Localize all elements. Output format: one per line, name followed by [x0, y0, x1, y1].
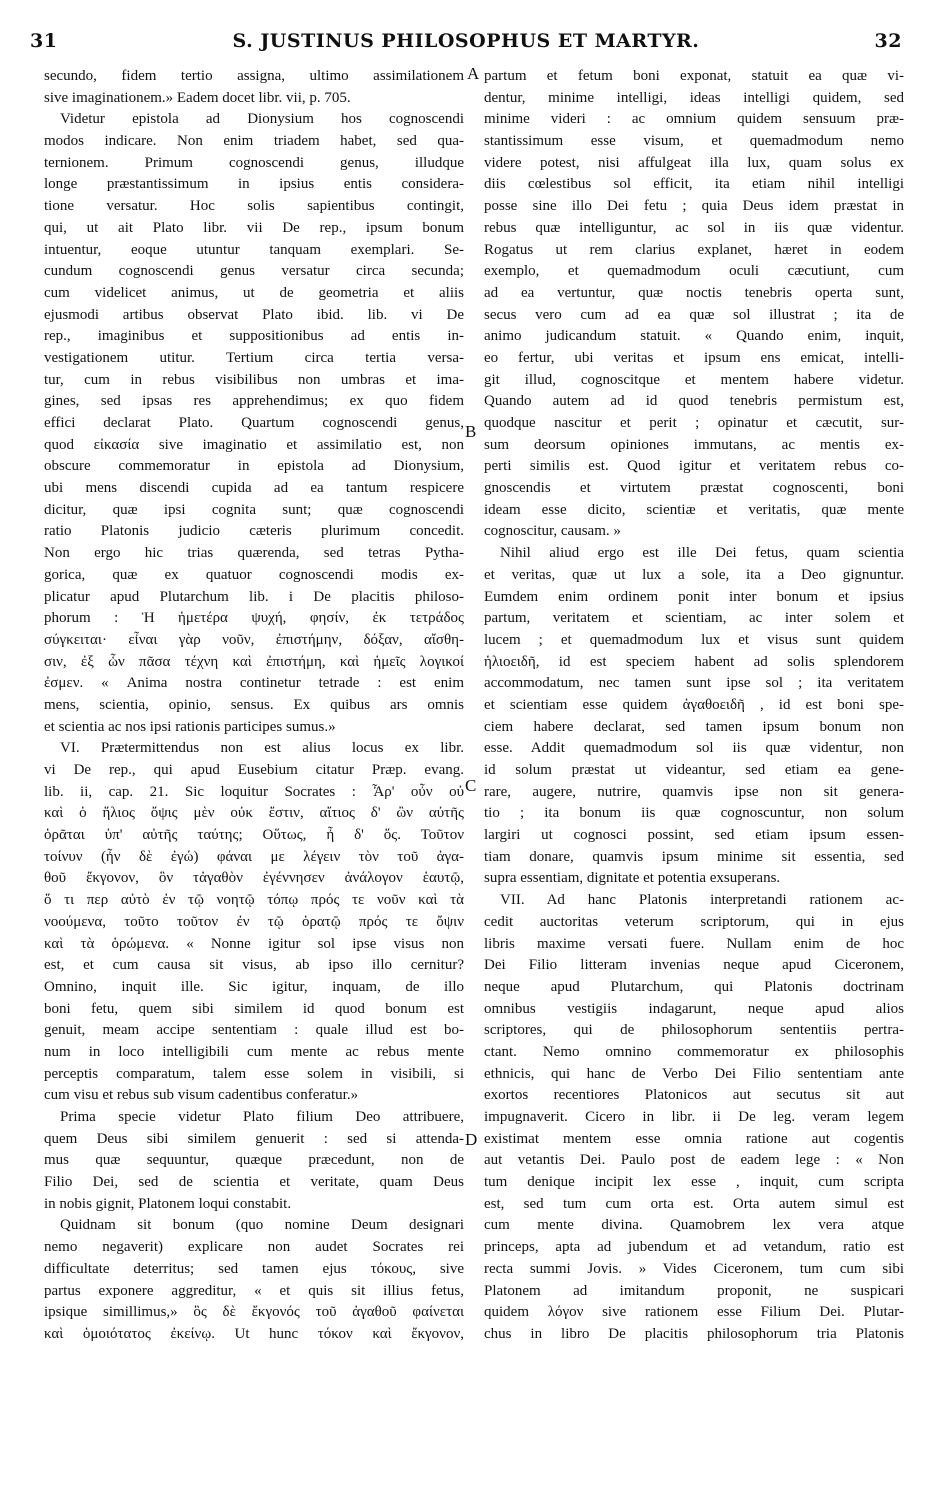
text-line: qui, ut ait Plato libr. vii De rep., ipsum bonum	[44, 219, 464, 236]
text-line: obscure commemoratur in epistola ad Dionysium,	[44, 458, 464, 475]
text-line: perceptis comparatum, talem esse solem in visibili, si	[44, 1065, 464, 1082]
text-line: Dei Filio litteram invenias neque apud Ciceronem,	[484, 957, 904, 974]
text-line: dentur, minime intelligi, ideas intelligi quidem, sed	[484, 89, 904, 106]
text-line: intuentur, eoque utuntur tanquam exemplari. Se-	[44, 241, 464, 258]
text-line: gorica, quæ ex quatuor cognoscendi modis ex-	[44, 566, 464, 583]
text-line: git illud, cognoscitque et mentem habere videtur.	[484, 371, 904, 388]
text-line: est, et cum causa sit visus, ab ipso illo cernitur?	[44, 957, 464, 974]
text-line: neque apud Plutarchum, qui Platonis doctrinam	[484, 978, 904, 995]
text-line: partum, veritatem et scientiam, ac inter solem et	[484, 610, 904, 627]
text-line: σύγκειται· εἶναι γὰρ νοῦν, ἐπιστήμην, δόξαν, αἴσθη-	[44, 631, 464, 648]
text-line: sum deorsum opiniones immutans, ac mentis ex-	[484, 436, 904, 453]
text-line: Platonem ad imitandum proponit, ne suspicari	[484, 1282, 904, 1299]
text-line: Non ergo hic trias quærenda, sed tetras Pytha-	[44, 545, 464, 562]
text-line: σιν, ἐξ ὧν πᾶσα τέχνη καὶ ἐπιστήμη, καὶ ἡμεῖς λογικοί	[44, 653, 464, 670]
text-line: nemo negaverit) explicare non audet Socrates rei	[44, 1239, 464, 1256]
text-line: posse sine illo Dei fetu ; quia Deus idem præstat in	[484, 198, 904, 215]
text-line: cum videlicet animus, ut de geometria et aliis	[44, 284, 464, 301]
text-line: minime videri : ac omnium quidem sensuum præ-	[484, 111, 904, 128]
text-line: libris maxime versati fuere. Nullam enim de hoc	[484, 935, 904, 952]
text-line: impugnaverit. Cicero in libr. ii De leg. veram legem	[484, 1109, 904, 1125]
text-line: exortos recentiores Platonicos aut secutus sit aut	[484, 1087, 904, 1104]
text-line: effici declarat Plato. Quartum cognoscendi genus,	[44, 415, 464, 431]
text-line: ideam esse dicito, scientiæ et veritatis, quæ mente	[484, 501, 904, 518]
text-line: supra essentiam, dignitate et potentia exsuperans.	[484, 870, 781, 887]
text-line: tiam donare, quamvis ipsum minime sit essentia, sed	[484, 848, 904, 865]
text-line: scriptores, qui de philosophorum sententiis pertra-	[484, 1022, 904, 1039]
text-line: tum denique incipit lex esse , inquit, cum scripta	[484, 1174, 904, 1191]
text-line: et scientia ac nos ipsi rationis participes sumus.»	[44, 718, 336, 735]
text-line: ethnicis, qui hanc de Verbo Dei Filio sententiam ante	[484, 1065, 904, 1082]
text-line: largiri ut cognosci possint, sed etiam ipsum essen-	[484, 827, 904, 844]
text-line: esse. Addit quemadmodum sol iis quæ videntur, non	[484, 740, 904, 757]
text-line: gnoscendis et virtutem præstat cognoscenti, boni	[484, 480, 904, 497]
text-line: cundum cognoscendi genus versatur circa secunda;	[44, 263, 464, 280]
text-line: cognoscitur, causam. »	[484, 523, 621, 540]
text-line: ipsique simillimus,» ὃς δὲ ἔκγονός τοῦ ἀγαθοῦ φαίνεται	[44, 1304, 464, 1321]
text-line: videre potest, nisi affulgeat illa lux, quam solus ex	[484, 154, 904, 171]
text-line: Quando autem ad id quod tenebris permistum est,	[484, 393, 904, 410]
text-line: accommodatum, nec tamen sunt ipse sol ; ita veritatem	[484, 675, 904, 692]
text-line: difficultate deterritus; sed tamen ejus τόκους, sive	[44, 1260, 464, 1277]
text-line: καὶ τὰ ὁρώμενα. « Nonne igitur sol ipse visus non	[44, 935, 464, 952]
section-marker-a: A	[467, 64, 480, 83]
text-line: dicitur, quæ ipsi cognita sunt; quæ cognoscendi	[44, 501, 464, 518]
text-line: phorum : Ἡ ἡμετέρα ψυχή, φησίν, ἐκ τετράδος	[44, 610, 464, 627]
text-line: Videtur epistola ad Dionysium hos cognoscendi	[60, 111, 464, 128]
text-line: plicatur apud Plutarchum lib. i De placitis philoso-	[44, 588, 464, 605]
page-number-left: 31	[30, 30, 58, 52]
text-line: cum visu et rebus sub visum cadentibus conferatur.»	[44, 1087, 359, 1104]
running-header	[30, 30, 902, 60]
text-line: VI. Prætermittendus non est alius locus ex libr.	[60, 740, 464, 757]
text-line: mens, scientia, opinio, sensus. Ex quibus ars omnis	[44, 696, 464, 713]
text-line: quidem λόγον sive rationem esse Filium Dei. Plutar-	[484, 1304, 904, 1321]
text-line: chus in libro De placitis philosophorum tria Platonis	[484, 1325, 904, 1342]
text-line: animo judicandum statuit. « Quando enim, inquit,	[484, 328, 904, 345]
text-line: Prima specie videtur Plato filium Deo attribuere,	[60, 1109, 464, 1125]
text-line: partum et fetum boni exponat, statuit ea quæ vi-	[484, 68, 904, 84]
text-line: et veritas, quæ ut lux a sole, ita a Deo gignuntur.	[484, 566, 904, 583]
text-line: et scientiam esse quidem ἀγαθοειδῆ , id est boni spe-	[484, 696, 904, 713]
text-line: Nihil aliud ergo est ille Dei fetus, quam scientia	[500, 545, 904, 562]
text-line: θοῦ ἔκγονον, ὃν τἀγαθὸν ἐγέννησεν ἀνάλογον ἑαυτῷ,	[44, 870, 464, 887]
text-line: lib. ii, cap. 21. Sic loquitur Socrates : Ἆρ' οὖν οὐ	[44, 783, 464, 800]
text-line: est, sed tum cum orta est. Orta autem simul est	[484, 1195, 904, 1212]
text-line: tur, cum in rebus visibilibus non umbras et ima-	[44, 371, 464, 388]
left-column	[44, 66, 464, 1346]
text-line: modos indicare. Non enim triadem habet, sed qua-	[44, 133, 464, 150]
text-line: Eumdem enim ordinem ponit inter bonum et ipsius	[484, 588, 904, 605]
text-line: ejusmodi artibus observat Plato ibid. lib. vi De	[44, 306, 464, 323]
section-marker-b: B	[465, 422, 477, 441]
text-line: cum mente divina. Quamobrem lex vera atque	[484, 1217, 904, 1234]
text-line: secus vero cum ad ea quæ sol illustrat ; ita de	[484, 306, 904, 323]
text-line: cedit auctoritas veterum scriptorum, qui in ejus	[484, 913, 904, 930]
running-title: S. JUSTINUS PHILOSOPHUS ET MARTYR.	[232, 30, 700, 52]
right-column	[484, 66, 904, 1346]
text-line: gines, sed ipsas res apprehendimus; ex quo fidem	[44, 393, 464, 410]
text-line: Filio Dei, sed de scientia et veritate, quam Deus	[44, 1174, 464, 1191]
text-line: VII. Ad hanc Platonis interpretandi rationem ac-	[500, 892, 904, 909]
text-line: τοίνυν (ἦν δὲ ἐγώ) φάναι με λέγειν τὸν τοῦ ἀγα-	[44, 848, 464, 865]
text-line: ubi mens discendi cupida ad ea tantum respicere	[44, 480, 464, 497]
text-line: exemplo, et quemadmodum oculi cæcutiunt, cum	[484, 263, 904, 280]
section-marker-c: C	[465, 776, 477, 795]
text-line: rare, augere, nutrire, quamvis ipse non sit genera-	[484, 783, 904, 800]
text-line: quod εἰκασία sive imaginatio et assimilatio est, non	[44, 436, 464, 453]
text-line: in nobis gignit, Platonem loqui constabit.	[44, 1195, 292, 1212]
text-line: ratio Platonis judicio cæteris plurimum concedit.	[44, 523, 464, 540]
text-line: id solum præstat ut videantur, sed etiam ea gene-	[484, 762, 904, 778]
text-line: omnibus vestigiis indagarunt, neque apud alios	[484, 1000, 904, 1017]
text-line: Quidnam sit bonum (quo nomine Deum designari	[60, 1217, 464, 1234]
text-line: νοούμενα, τοῦτο τοῦτον ἐν τῷ ὁρατῷ πρός τε ὄψιν	[44, 913, 464, 930]
text-line: tione versatur. Hoc solis sapientibus contingit,	[44, 198, 464, 215]
text-line: tio ; ita bonum iis quæ cognoscuntur, non solum	[484, 805, 904, 822]
text-line: quem Deus sibi similem genuerit : sed si attenda-	[44, 1130, 464, 1147]
text-line: partus exponere aggreditur, « et quis sit illius fetus,	[44, 1282, 464, 1299]
text-line: καὶ ὁ ἥλιος ὄψις μὲν οὐκ ἔστιν, αἴτιος δ' ὢν αὐτῆς	[44, 805, 464, 822]
section-marker-d: D	[465, 1130, 478, 1149]
text-line: perti similis est. Quod igitur et veritatem rebus co-	[484, 458, 904, 475]
text-line: princeps, apta ad jubendum et ad vetandum, ratio est	[484, 1239, 904, 1256]
text-line: mus quæ sequuntur, quæque præcedunt, non de	[44, 1152, 464, 1169]
text-line: stantissimum esse visum, et quemadmodum nemo	[484, 133, 904, 150]
text-line: recta summi Jovis. » Vides Ciceronem, tum cum sibi	[484, 1260, 904, 1277]
text-line: boni fetu, quem sibi similem id quod bonum est	[44, 1000, 464, 1017]
text-line: vi De rep., qui apud Eusebium citatur Præp. evang.	[44, 762, 464, 778]
text-line: ad ea vertuntur, quæ noctis tenebris operta sunt,	[484, 284, 904, 301]
text-line: καὶ ὁμοιότατος ἐκείνῳ. Ut hunc τόκον καὶ ἔκγονον,	[44, 1325, 464, 1342]
text-line: rep., imaginibus et suppositionibus ad entis in-	[44, 328, 464, 345]
text-line: num in loco intelligibili cum mente ac rebus mente	[44, 1043, 464, 1060]
text-line: sive imaginationem.» Eadem docet libr. vii, p. 705.	[44, 89, 351, 106]
text-line: eo fertur, ubi veritas et ipsum ens emicat, intelli-	[484, 349, 904, 366]
page-number-right: 32	[874, 30, 902, 52]
text-line: ternionem. Primum cognoscendi genus, illudque	[44, 154, 464, 171]
text-line: aut vetantis Dei. Paulo post de eadem lege : « Non	[484, 1152, 904, 1169]
text-line: existimat mentem esse omnia ratione aut cogentis	[484, 1130, 904, 1147]
text-line: diis cœlestibus sol efficit, ita etiam nihil intelligi	[484, 176, 904, 193]
text-line: ὁρᾶται ὑπ' αὐτῆς ταύτης; Οὕτως, ἦ δ' ὅς. Τοῦτον	[44, 827, 464, 844]
text-line: secundo, fidem tertio assigna, ultimo assimilationem	[44, 68, 464, 84]
text-line: longe præstantissimum in ipsius entis considera-	[44, 176, 464, 193]
text-line: ὅ τι περ αὐτὸ ἐν τῷ νοητῷ τόπῳ πρός τε νοῦν καὶ τὰ	[44, 892, 464, 909]
text-line: ἐσμεν. « Anima nostra continetur tetrade : est enim	[44, 675, 464, 692]
text-line: ciem habere declarat, sed tamen ipsum bonum non	[484, 718, 904, 735]
text-line: ctant. Nemo omnino commemoratur ex philosophis	[484, 1043, 904, 1060]
text-line: genuit, meam accipe sententiam : quale illud est bo-	[44, 1022, 464, 1039]
text-line: quodque nascitur et perit ; opinatur et cæcutit, sur-	[484, 415, 904, 431]
text-line: ἡλιοειδῆ, id est speciem habent ad solis splendorem	[484, 653, 904, 670]
text-line: Omnino, inquit ille. Sic igitur, inquam, de illo	[44, 978, 464, 995]
text-line: Rogatus ut rem clarius explanet, hæret in eodem	[484, 241, 904, 258]
text-line: lucem ; et quemadmodum lux et visus sunt quidem	[484, 631, 904, 648]
text-line: vestigationem utitur. Tertium circa tertia versa-	[44, 349, 464, 366]
text-line: rebus quæ intelliguntur, ac sol in iis quæ videntur.	[484, 219, 904, 236]
